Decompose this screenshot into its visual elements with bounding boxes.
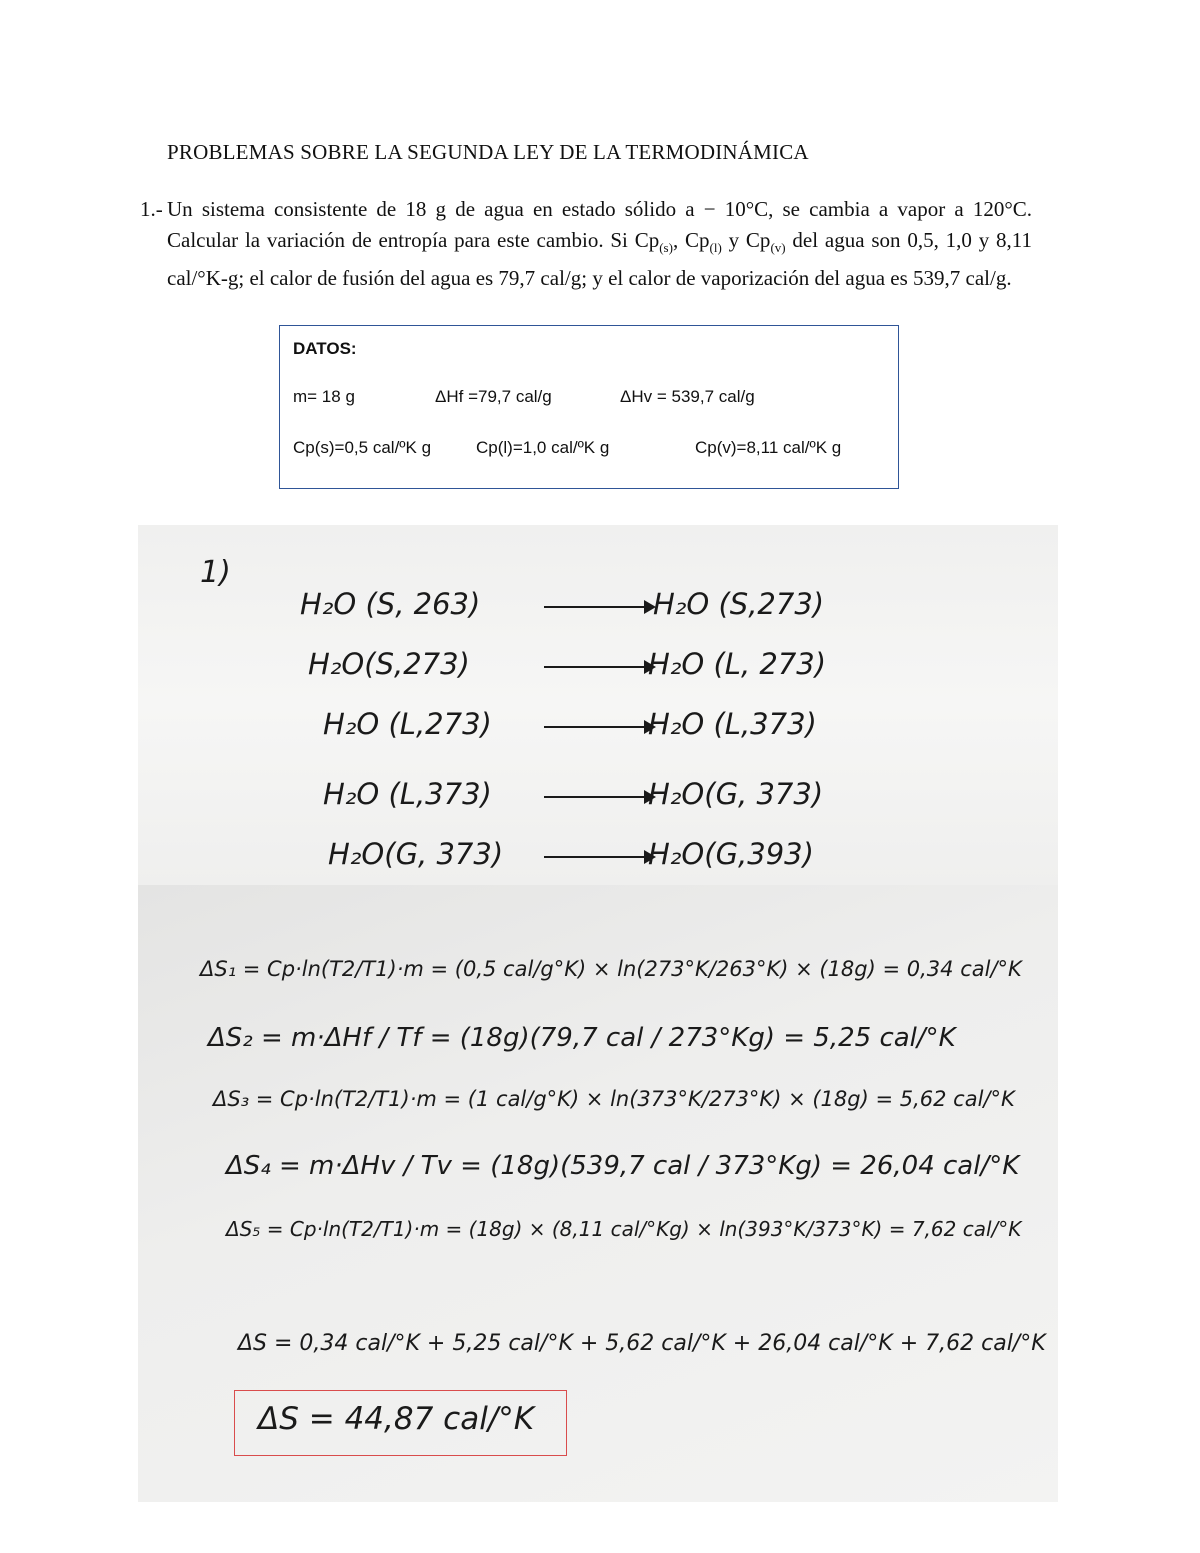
arrow-icon xyxy=(544,796,654,798)
datos-hv: ΔHv = 539,7 cal/g xyxy=(620,387,755,406)
reaction-left: H₂O(S,273) xyxy=(308,647,470,681)
equation-ds3: ΔS₃ = Cp·ln(T2/T1)·m = (1 cal/g°K) × ln(373°K/273°K) × (18g) = 5,62 cal/°K xyxy=(213,1087,1015,1111)
datos-cps: Cp(s)=0,5 cal/ºK g xyxy=(293,438,432,457)
handwritten-equations-photo xyxy=(138,885,1058,1502)
page-title: PROBLEMAS SOBRE LA SEGUNDA LEY DE LA TERMODINÁMICA xyxy=(167,140,809,164)
reaction-left: H₂O(G, 373) xyxy=(328,837,504,871)
handwritten-reactions-photo xyxy=(138,525,1058,885)
datos-hf: ΔHf =79,7 cal/g xyxy=(435,387,552,406)
equation-result: ΔS = 44,87 cal/°K xyxy=(258,1401,535,1437)
reaction-right: H₂O (L, 273) xyxy=(648,647,827,681)
arrow-icon xyxy=(544,606,654,608)
datos-cpl: Cp(l)=1,0 cal/ºK g xyxy=(476,438,610,457)
problem-statement xyxy=(140,194,1032,294)
arrow-icon xyxy=(544,856,654,858)
arrow-icon xyxy=(544,726,654,728)
datos-title: DATOS: xyxy=(293,339,357,358)
equation-sum: ΔS = 0,34 cal/°K + 5,25 cal/°K + 5,62 cal/°K + 26,04 cal/°K + 7,62 cal/°K xyxy=(238,1331,1046,1356)
datos-box xyxy=(279,325,899,489)
equation-ds1: ΔS₁ = Cp·ln(T2/T1)·m = (0,5 cal/g°K) × ln(273°K/263°K) × (18g) = 0,34 cal/°K xyxy=(200,957,1022,981)
datos-mass: m= 18 g xyxy=(293,387,355,406)
arrow-icon xyxy=(544,666,654,668)
reaction-left: H₂O (L,373) xyxy=(323,777,492,811)
reaction-right: H₂O (L,373) xyxy=(648,707,817,741)
equation-ds5: ΔS₅ = Cp·ln(T2/T1)·m = (18g) × (8,11 cal/°Kg) × ln(393°K/373°K) = 7,62 cal/°K xyxy=(226,1217,1022,1241)
reaction-right: H₂O(G, 373) xyxy=(648,777,824,811)
problem-text: Un sistema consistente de 18 g de agua en estado sólido a − 10°C, se cambia a vapor a 120°C. Calcular la variación de entropía para este cambio. Si $Cp_{(s)}$, $Cp_{(l)}$ y $Cp_{(v)}$ del agua son 0,5, 1,0 y 8,11 cal/°K-g; el calor de fusión del agua es 79,7 cal/g; y el calor de vaporización del agua es 539,7 cal/g. xyxy=(167,197,1032,291)
equation-ds4: ΔS₄ = m·ΔHv / Tv = (18g)(539,7 cal / 373°Kg) = 26,04 cal/°K xyxy=(226,1151,1020,1181)
reaction-right: H₂O(G,393) xyxy=(648,837,814,871)
step-label: 1) xyxy=(200,555,231,590)
reaction-right: H₂O (S,273) xyxy=(653,587,825,621)
reaction-left: H₂O (S, 263) xyxy=(300,587,481,621)
datos-cpv: Cp(v)=8,11 cal/ºK g xyxy=(695,438,842,457)
equation-ds2: ΔS₂ = m·ΔHf / Tf = (18g)(79,7 cal / 273°Kg) = 5,25 cal/°K xyxy=(208,1023,956,1053)
reaction-left: H₂O (L,273) xyxy=(323,707,492,741)
problem-number: 1.- xyxy=(140,197,163,221)
